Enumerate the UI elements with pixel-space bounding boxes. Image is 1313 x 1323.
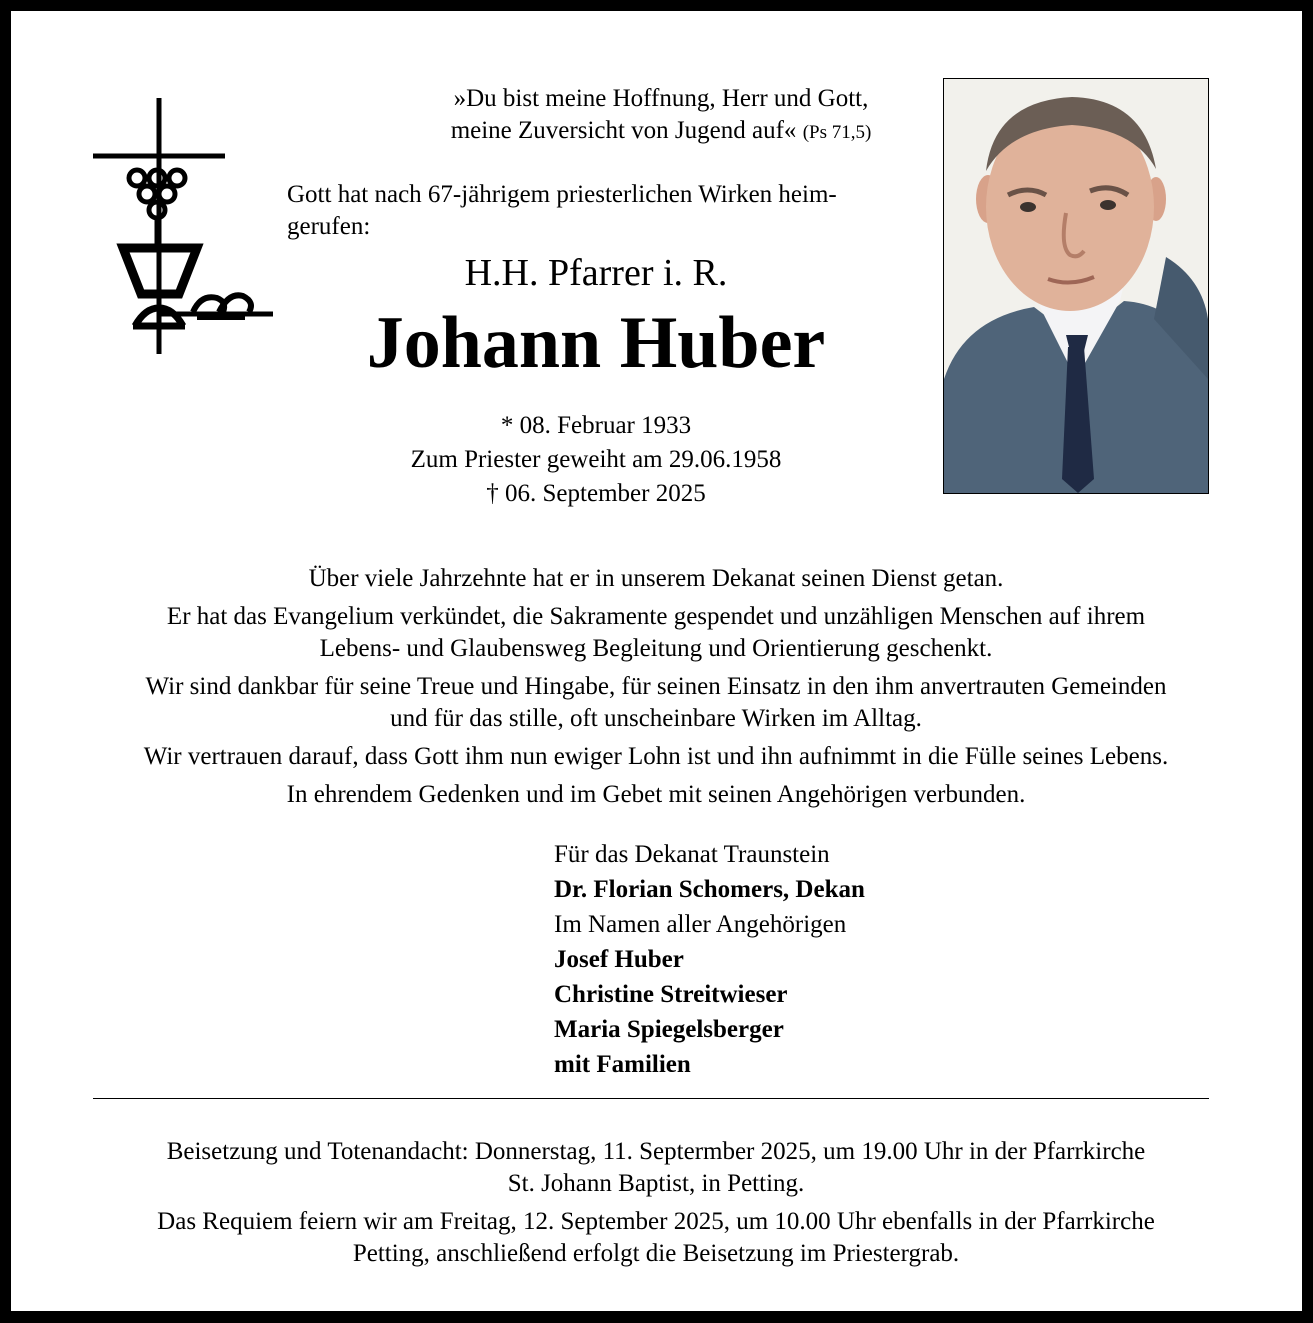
requiem-line-a: Das Requiem feiern wir am Freitag, 12. September 2025, um 10.00 Uhr ebenfalls in der Pfarrkirche (157, 1208, 1155, 1235)
quote-line-2-text: meine Zuversicht von Jugend auf« (450, 117, 797, 144)
relative-name: Josef Huber (554, 946, 684, 973)
requiem-info (71, 1206, 1241, 1270)
life-dates (311, 409, 881, 511)
tribute-line-2b: Lebens- und Glaubensweg Begleitung und Orientierung geschenkt. (319, 635, 993, 662)
deceased-title: H.H. Pfarrer i. R. (464, 252, 728, 294)
tribute-text (81, 563, 1231, 817)
called-home-text (287, 179, 927, 243)
tribute-paragraph-2 (81, 601, 1231, 665)
burial-info (71, 1136, 1241, 1200)
birth-date: * 08. Februar 1933 (500, 412, 692, 439)
deceased-name: Johann Huber (366, 302, 826, 384)
requiem-line-b: Petting, anschließend erfolgt die Beisetzung im Priestergrab. (352, 1240, 960, 1267)
quote-line-2 (391, 115, 931, 149)
tribute-line-4: Wir vertrauen darauf, dass Gott ihm nun ewiger Lohn ist und ihn aufnimmt in die Fülle seines Lebens. (143, 743, 1169, 770)
tribute-paragraph-5 (81, 779, 1231, 811)
dean-name: Dr. Florian Schomers, Dekan (554, 876, 865, 903)
called-line-1: Gott hat nach 67-jährigem priesterlichen Wirken heim- (287, 181, 837, 208)
tribute-line-3a: Wir sind dankbar für seine Treue und Hingabe, für seinen Einsatz in den ihm anvertrauten Gemeinden (145, 673, 1167, 700)
relative-name: Christine Streitwieser (554, 981, 788, 1008)
divider (93, 1098, 1209, 1099)
tribute-line-2a: Er hat das Evangelium verkündet, die Sakramente gespendet und unzähligen Menschen auf ihrem (166, 603, 1146, 630)
deanery-label: Für das Dekanat Traunstein (554, 841, 830, 868)
quote-reference: (Ps 71,5) (802, 122, 872, 143)
tribute-paragraph-4 (81, 741, 1231, 773)
relative-name: Maria Spiegelsberger (554, 1016, 784, 1043)
portrait-photo (943, 78, 1209, 494)
quote-line-1: »Du bist meine Hoffnung, Herr und Gott, (453, 85, 869, 112)
obituary-notice (11, 11, 1302, 1311)
tribute-line-5: In ehrendem Gedenken und im Gebet mit seinen Angehörigen verbunden. (286, 781, 1026, 808)
cross-chalice-emblem-icon (93, 96, 278, 358)
burial-line-a: Beisetzung und Totenandacht: Donnerstag, 11. Septermber 2025, um 19.00 Uhr in der Pfarrkirche (166, 1138, 1146, 1165)
ordination-date: Zum Priester geweiht am 29.06.1958 (410, 446, 782, 473)
called-line-2: gerufen: (287, 213, 371, 240)
scripture-quote (391, 83, 931, 149)
tribute-line-1: Über viele Jahrzehnte hat er in unserem Dekanat seinen Dienst getan. (308, 565, 1004, 592)
family-label: Im Namen aller Angehörigen (554, 911, 847, 938)
tribute-paragraph-3 (81, 671, 1231, 735)
portrait-illustration (944, 79, 1208, 493)
burial-line-b: St. Johann Baptist, in Petting. (507, 1170, 805, 1197)
signatories (554, 837, 1054, 1082)
tribute-line-3b: und für das stille, oft unscheinbare Wirken im Alltag. (390, 705, 922, 732)
service-details (71, 1136, 1241, 1276)
relative-name: mit Familien (554, 1051, 691, 1078)
death-date: † 06. September 2025 (486, 480, 706, 507)
tribute-paragraph-1 (81, 563, 1231, 595)
